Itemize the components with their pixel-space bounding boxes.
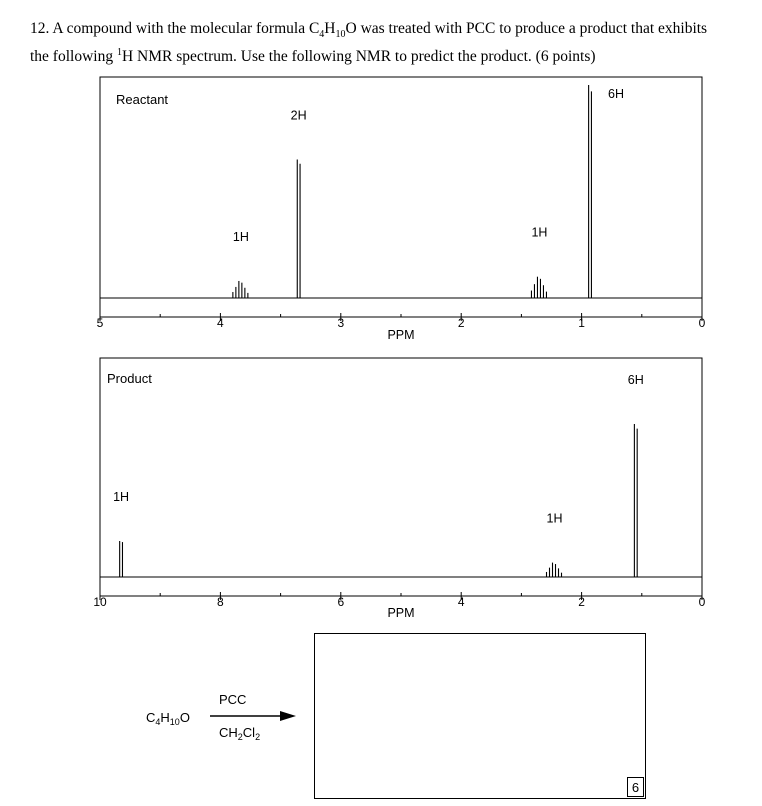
solvent-label	[219, 725, 260, 742]
question-text-part: 12. A compound with the molecular formula C	[30, 20, 320, 37]
peak-1h	[233, 281, 248, 298]
formula-subscript: 10	[335, 29, 346, 41]
question-text-part: H	[324, 20, 336, 37]
formula-subscript: 2	[237, 732, 243, 742]
tick-label: 6	[337, 595, 345, 609]
integration-label: 2H	[290, 108, 307, 123]
formula-part: O	[179, 710, 190, 725]
formula-subscript: 10	[169, 717, 180, 727]
formula-subscript: 2	[255, 732, 261, 742]
integration-label: 1H	[531, 225, 548, 240]
formula-subscript: 4	[155, 717, 161, 727]
peak-2h	[297, 160, 300, 298]
reactant-spectrum	[97, 77, 706, 342]
question-text-part: H NMR spectrum. Use the following NMR to predict the product. (6 points)	[121, 48, 596, 66]
integration-label: 1H	[232, 229, 249, 244]
formula-part: CH	[219, 725, 238, 740]
tick-label: 10	[93, 595, 107, 609]
product-title: Product	[107, 371, 152, 386]
points-box	[627, 777, 644, 797]
reactant-formula	[146, 710, 190, 727]
integration-label: 1H	[113, 490, 130, 504]
product-x-label: PPM	[387, 606, 415, 620]
peak-1h	[547, 563, 562, 577]
points-value: 6	[631, 779, 640, 795]
tick-label: 0	[698, 316, 706, 330]
question-text-part: the following	[30, 48, 117, 66]
reactant-x-label: PPM	[387, 328, 415, 342]
peak-1h	[531, 277, 546, 298]
formula-part: H	[160, 710, 170, 725]
product-integration-labels	[113, 373, 644, 526]
reactant-title: Reactant	[116, 92, 169, 107]
tick-label: 4	[457, 595, 465, 609]
reactant-integration-labels	[233, 87, 624, 244]
integration-label: 6H	[627, 373, 644, 387]
tick-label: 2	[578, 595, 585, 609]
formula-part: Cl	[242, 725, 256, 740]
tick-label: 0	[698, 595, 706, 609]
tick-label: 4	[217, 316, 224, 330]
tick-label: 8	[217, 595, 224, 609]
peak-6h	[589, 85, 592, 298]
product-frame	[100, 358, 702, 596]
nmr-superscript: 1	[116, 47, 122, 59]
formula-part: C	[146, 710, 156, 725]
peak-1h	[120, 541, 123, 577]
integration-label: 1H	[546, 511, 563, 526]
reaction-arrow-head	[280, 711, 296, 721]
tick-label: 5	[96, 316, 104, 330]
peak-6h	[634, 424, 637, 577]
reactant-trace	[100, 85, 702, 298]
tick-label: 2	[457, 316, 465, 330]
answer-box[interactable]	[314, 633, 646, 799]
reagent-label: PCC	[219, 692, 247, 707]
integration-label: 6H	[608, 87, 625, 101]
reactant-frame	[100, 77, 702, 317]
question-text-part: O was treated with PCC to produce a product that exhibits	[345, 20, 708, 37]
product-spectrum	[93, 358, 705, 620]
reaction-scheme	[146, 692, 296, 742]
tick-label: 3	[337, 316, 345, 330]
product-trace	[100, 424, 702, 577]
tick-label: 1	[578, 316, 585, 330]
formula-subscript: 4	[319, 29, 325, 41]
